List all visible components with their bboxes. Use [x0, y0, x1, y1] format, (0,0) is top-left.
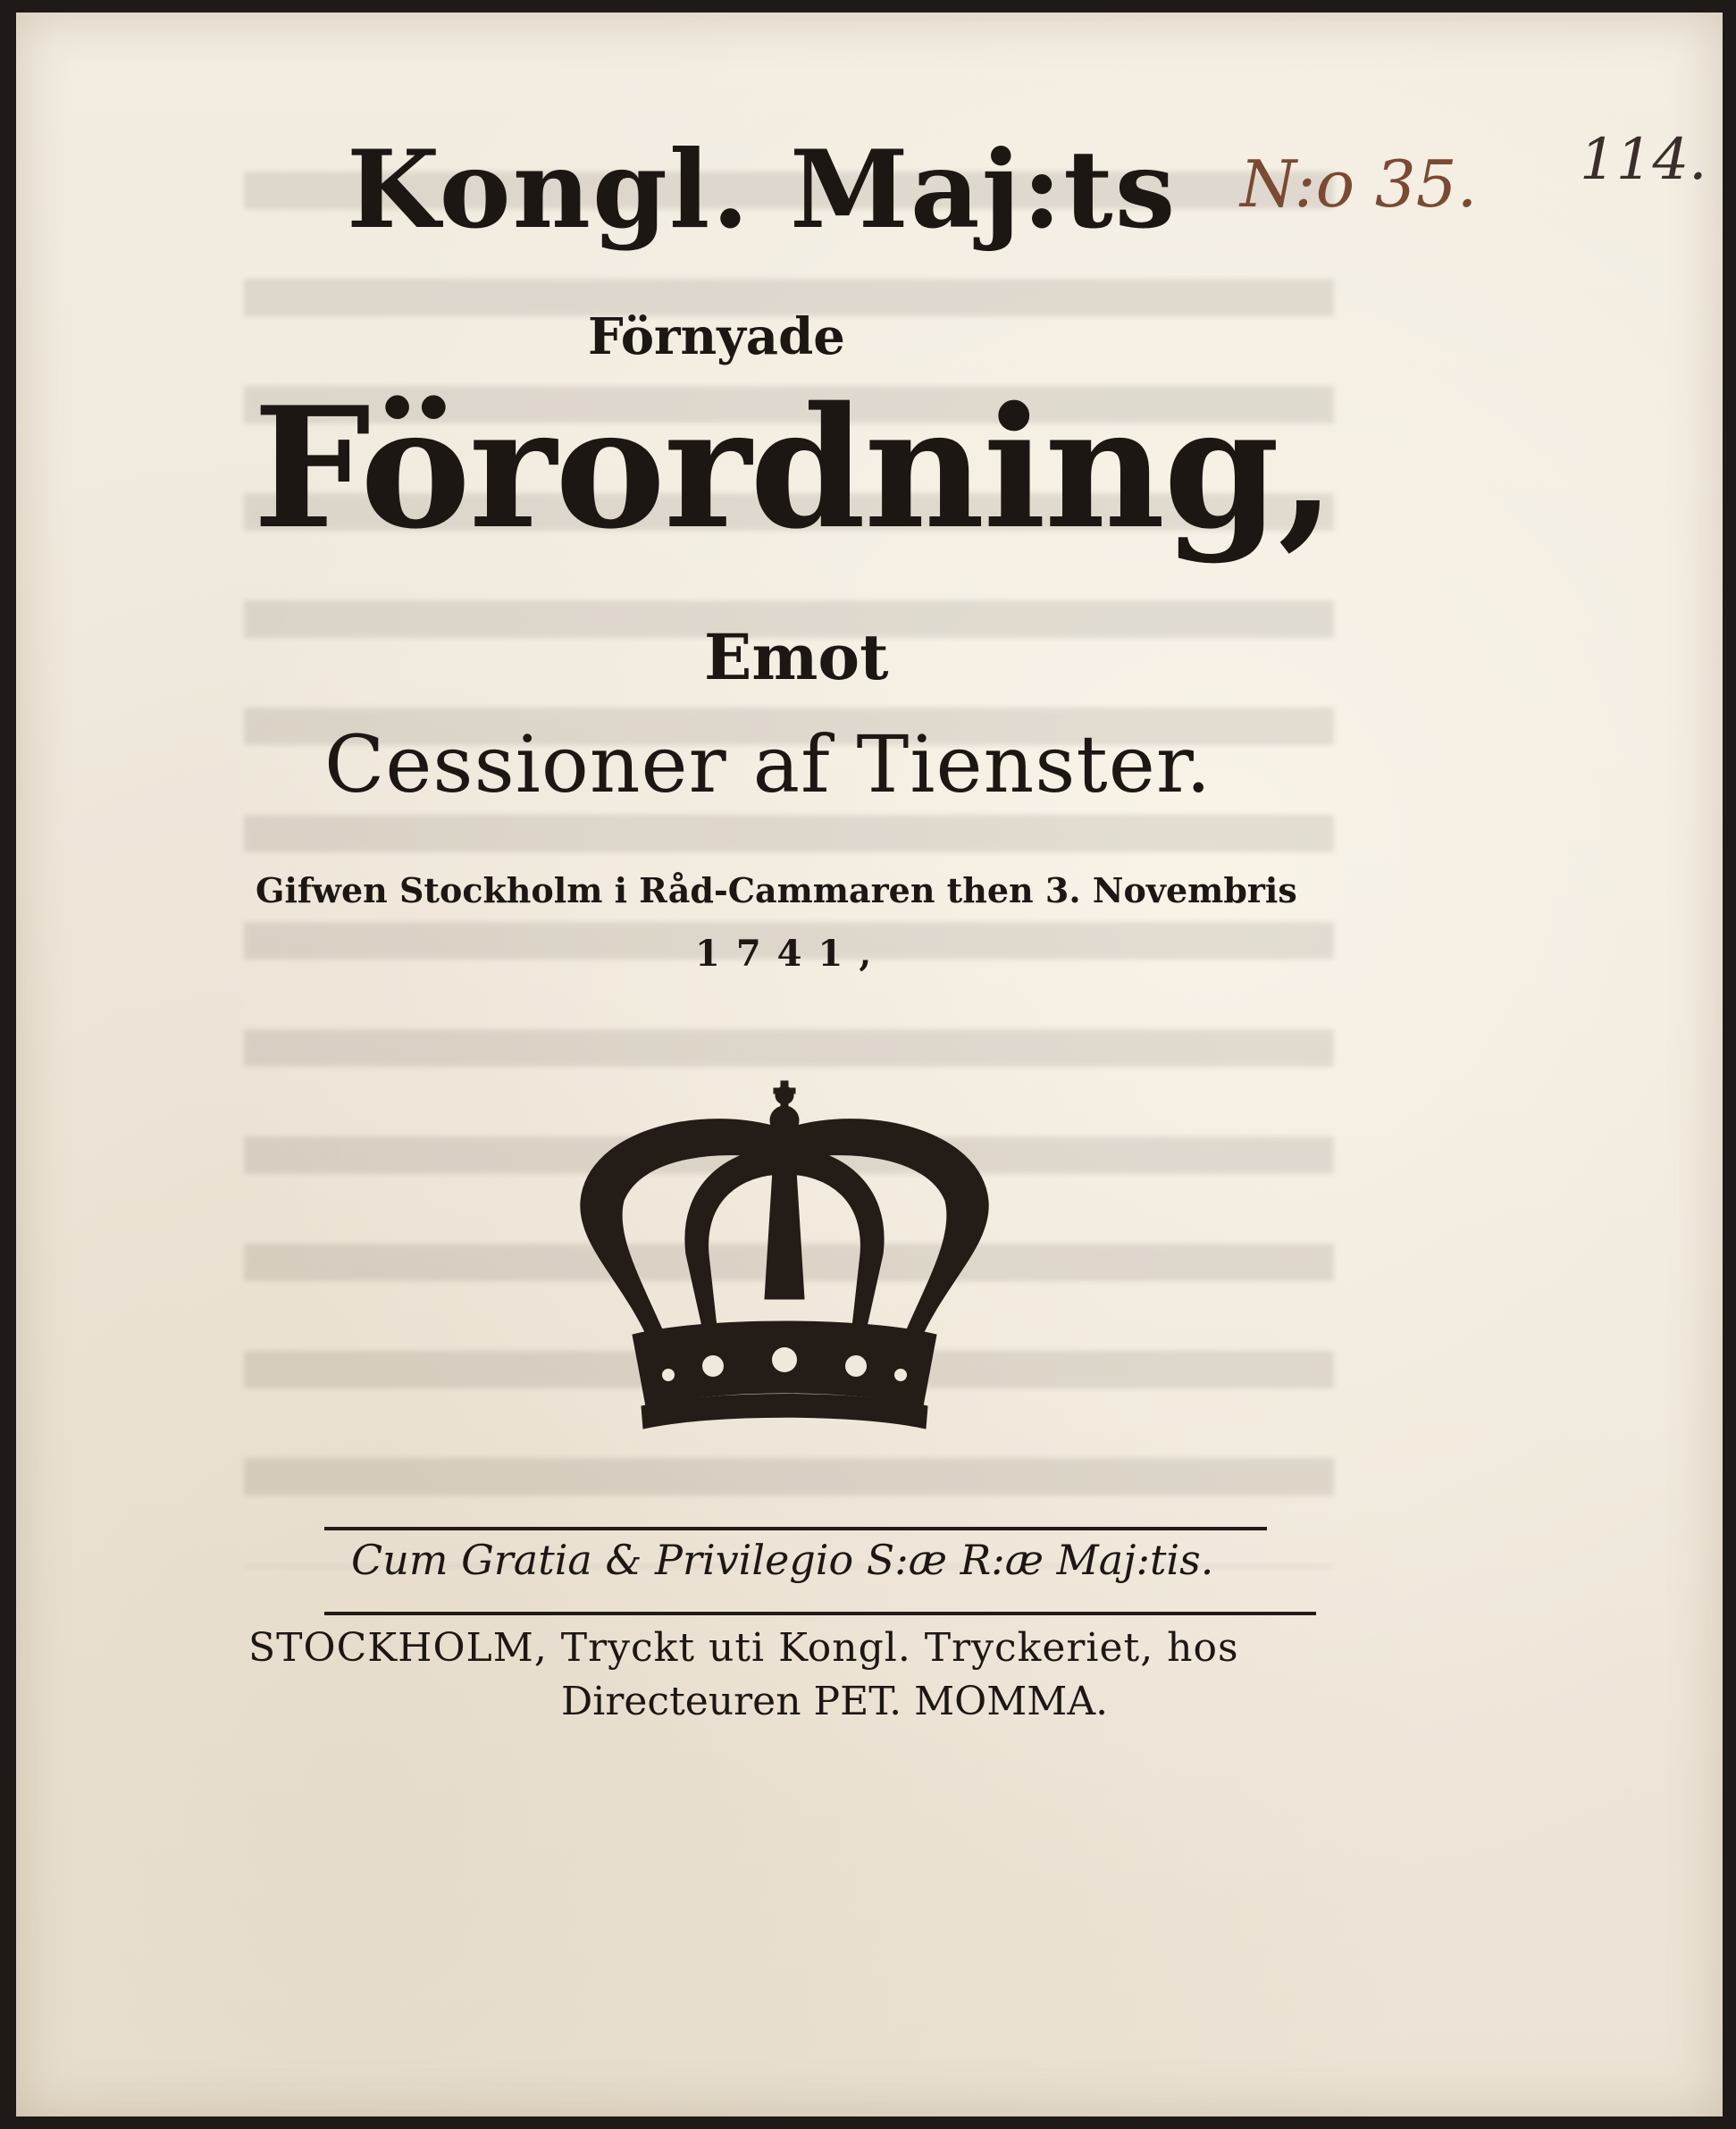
imprint-line-2: Directeuren PET. MOMMA. — [561, 1679, 1109, 1724]
privilege-line: Cum Gratia & Privilegio S:æ R:æ Maj:tis. — [351, 1536, 1214, 1584]
divider-bottom — [324, 1612, 1316, 1615]
title-forordning: Förordning, — [253, 370, 1334, 566]
crown-woodcut-icon — [570, 1076, 999, 1433]
title-cessioner: Cessioner af Tienster. — [324, 718, 1212, 810]
handwritten-folio: 114. — [1580, 127, 1707, 193]
imprint-line-1: STOCKHOLM, Tryckt uti Kongl. Tryckeriet, hos — [248, 1625, 1239, 1671]
handwritten-number: N:o 35. — [1240, 147, 1478, 222]
title-kongl-majts: Kongl. Maj:ts — [347, 127, 1178, 253]
divider-top — [324, 1527, 1267, 1530]
given-line: Gifwen Stockholm i Råd-Cammaren then 3. Novembris — [256, 870, 1297, 910]
year: 1741, — [695, 933, 888, 975]
title-fornyade: Förnyade — [588, 307, 845, 366]
title-emot: Emot — [704, 620, 889, 694]
document-page — [16, 13, 1723, 2116]
